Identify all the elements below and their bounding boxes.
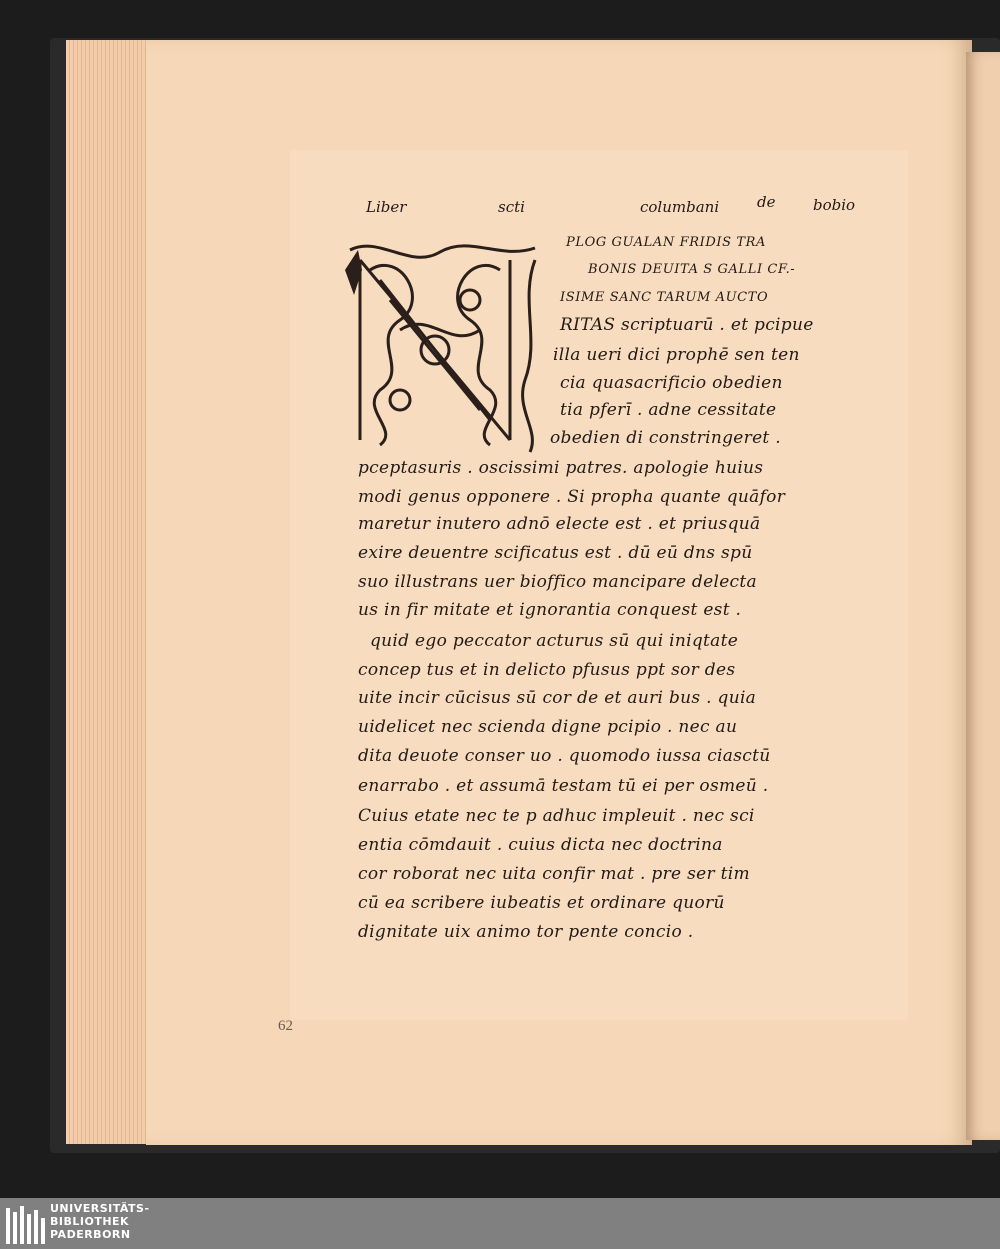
decorated-initial <box>340 240 550 458</box>
text-line: maretur inutero adnō electe est . et priusquā <box>358 514 761 534</box>
text-line: BONIS DEUITA S GALLI CF.- <box>588 262 796 277</box>
library-logo-icon <box>4 1202 48 1246</box>
text-line: suo illustrans uer bioffico mancipare delecta <box>358 572 757 592</box>
text-line: entia cōmdauit . cuius dicta nec doctrina <box>358 835 723 855</box>
page-edges <box>66 40 158 1144</box>
logo-line: UNIVERSITÄTS- <box>50 1202 150 1215</box>
text-line: ISIME SANC TARUM AUCTO <box>560 290 769 305</box>
page-number: 62 <box>278 1018 293 1034</box>
text-line: obedien di constringeret . <box>550 428 781 448</box>
text-line: cor roborat nec uita confir mat . pre ser tim <box>358 864 750 884</box>
text-line: enarrabo . et assumā testam tū ei per osmeū . <box>358 776 769 796</box>
text-line: quid ego peccator acturus sū qui iniqtate <box>370 631 739 651</box>
text-line: pceptasuris . oscissimi patres. apologie huius <box>358 458 764 478</box>
text-line: uite incir cūcisus sū cor de et auri bus . quia <box>358 688 757 708</box>
text-line: cia quasacrificio obedien <box>560 373 783 393</box>
running-title-word: Liber <box>366 198 407 216</box>
logo-line: PADERBORN <box>50 1228 131 1241</box>
text-line: uidelicet nec scienda digne pcipio . nec au <box>358 717 738 737</box>
text-line: cū ea scribere iubeatis et ordinare quorū <box>358 893 725 913</box>
text-line: us in fir mitate et ignorantia conquest est . <box>358 600 742 620</box>
text-line: dita deuote conser uo . quomodo iussa ciasctū <box>358 746 771 766</box>
text-line: illa ueri dici prophē sen ten <box>553 345 800 365</box>
text-line: Cuius etate nec te p adhuc impleuit . nec sci <box>358 806 755 826</box>
running-title-word: bobio <box>813 196 856 214</box>
text-line: tia pferī . adne cessitate <box>560 400 777 420</box>
text-line: PLOG GUALAN FRIDIS TRA <box>566 235 766 250</box>
running-title-word: de <box>757 193 776 211</box>
logo-line: BIBLIOTHEK <box>50 1215 130 1228</box>
text-line: exire deuentre scificatus est . dū eū dns spū <box>358 543 753 563</box>
text-line: RITAS scriptuarū . et pcipue <box>560 315 814 335</box>
running-title-word: columbani <box>640 198 720 216</box>
footer-bar <box>0 1198 1000 1249</box>
text-line: modi genus opponere . Si propha quante quāfor <box>358 487 786 507</box>
running-title-word: scti <box>498 198 525 216</box>
running-title <box>0 0 1000 216</box>
text-line: dignitate uix animo tor pente concio . <box>358 922 694 942</box>
text-line: concep tus et in delicto pfusus ppt sor des <box>358 660 736 680</box>
library-logo-text <box>50 1202 150 1241</box>
next-page-edge <box>966 52 1000 1140</box>
